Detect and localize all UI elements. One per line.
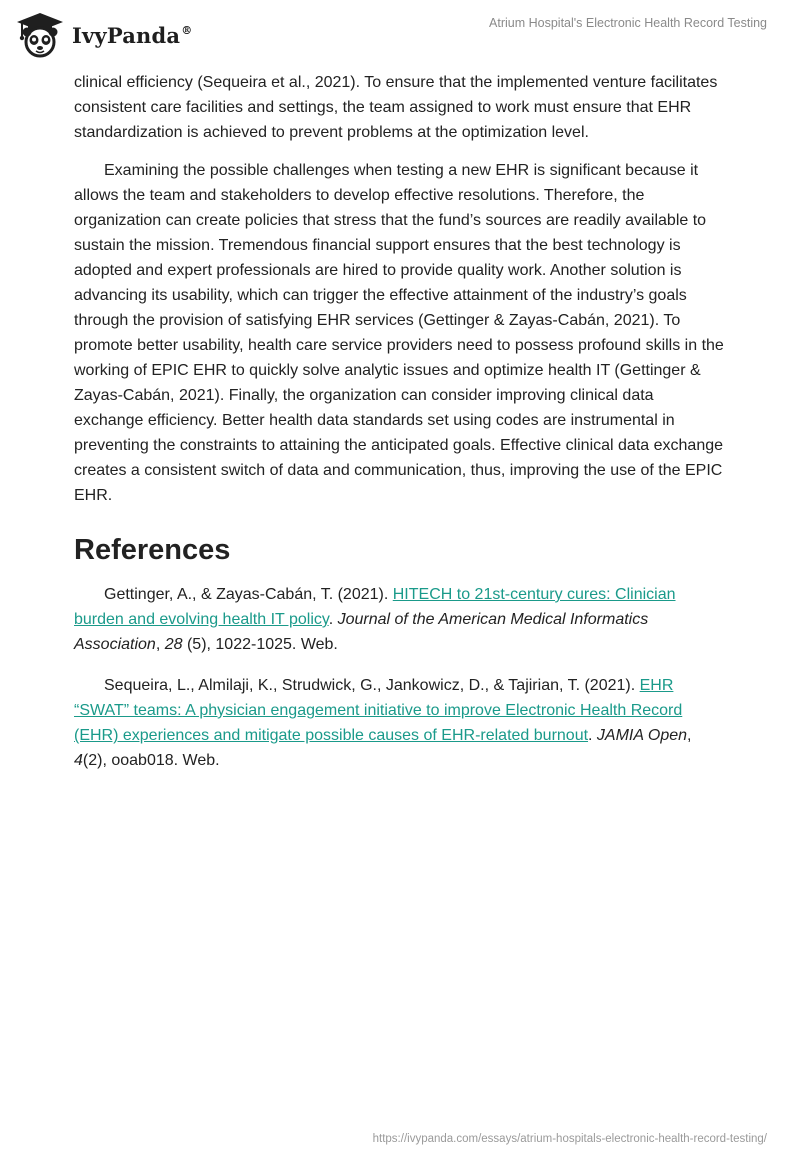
page-header	[0, 0, 800, 70]
document-running-title: Atrium Hospital's Electronic Health Record Testing	[489, 16, 767, 30]
logo-wordmark: IvyPanda®	[72, 22, 193, 48]
paragraph-continuation: clinical efficiency (Sequeira et al., 2021). To ensure that the implemented venture facilitates consistent care facilities and settings, the team assigned to work must ensure that EHR standardization is achieved to prevent problems at the optimization level.	[74, 74, 718, 141]
document-body	[74, 70, 726, 789]
reference-link[interactable]: EHR “SWAT” teams: A physician engagement initiative to improve Electronic Health Record (EHR) experiences and mitigate possible causes of EHR-related burnout	[74, 677, 683, 744]
references-heading: References	[74, 534, 231, 566]
paragraph-challenges: Examining the possible challenges when testing a new EHR is significant because it allows the team and stakeholders to develop effective resolutions. Therefore, the organization can create policies that stress that the fund’s sources are readily available to sustain the mission. Tremendous financial support ensures that the best technology is adopted and expert professionals are hired to provide quality work. Another solution is advancing its usability, which can trigger the effective attainment of the industry’s goals through the provision of satisfying EHR services (Gettinger & Zayas-Cabán, 2021). To promote better usability, health care service providers need to possess profound skills in the working of EPIC EHR to quickly solve analytic issues and optimize health IT (Gettinger & Zayas-Cabán, 2021). Finally, the organization can consider improving clinical data exchange efficiency. Better health data standards set using codes are instrumental in preventing the constraints to attaining the anticipated goals. Effective clinical data exchange creates a consistent switch of data and communication, thus, improving the use of the EPIC EHR.	[74, 162, 724, 504]
reference-entry: Gettinger, A., & Zayas-Cabán, T. (2021). HITECH to 21st-century cures: Clinician burden and evolving health IT policy. Journal of the American Medical Informatics Association, 28 (5), 1022-1025. Web.	[74, 586, 676, 653]
ivypanda-logo[interactable]	[14, 8, 204, 62]
source-url: https://ivypanda.com/essays/atrium-hospitals-electronic-health-record-testing/	[372, 1133, 767, 1145]
reference-entry: Sequeira, L., Almilaji, K., Strudwick, G., Jankowicz, D., & Tajirian, T. (2021). EHR “SWAT” teams: A physician engagement initiative to improve Electronic Health Record (EHR) experiences and mitigate possible causes of EHR-related burnout. JAMIA Open, 4(2), ooab018. Web.	[74, 677, 692, 769]
reference-link[interactable]: HITECH to 21st-century cures: Clinician burden and evolving health IT policy	[74, 586, 676, 628]
panda-graduate-icon	[14, 11, 66, 59]
